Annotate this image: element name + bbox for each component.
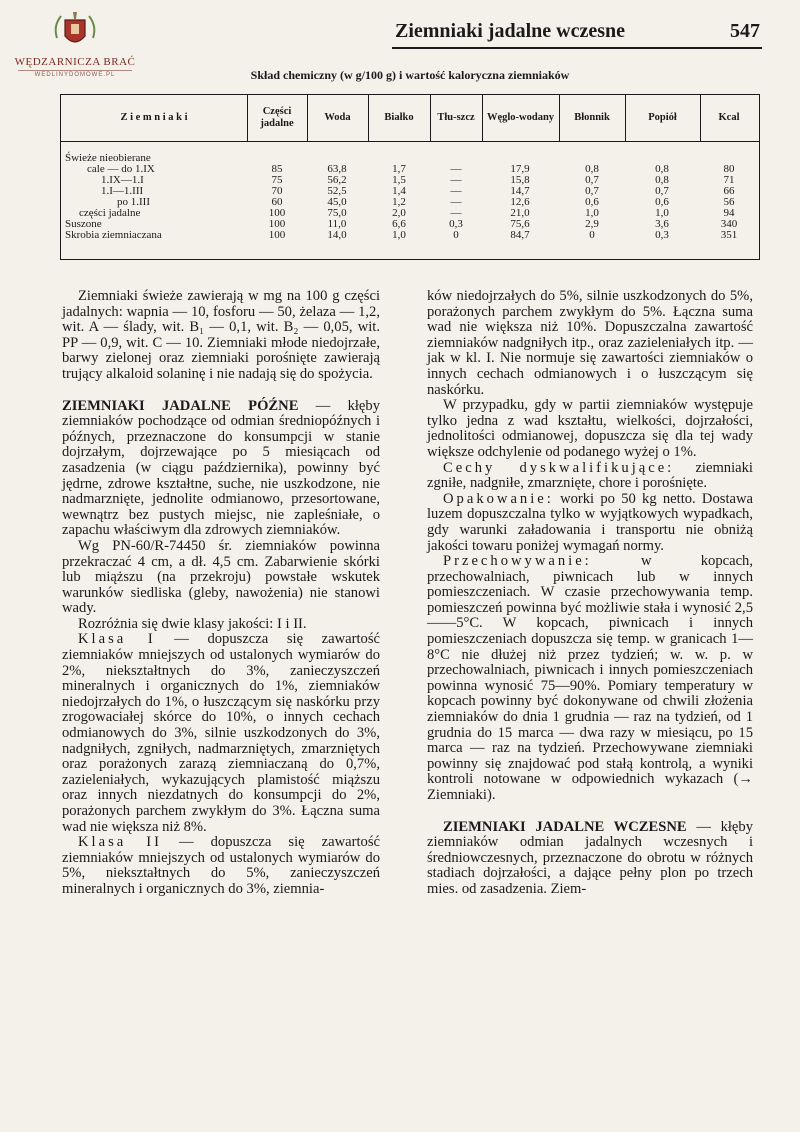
- table-cell: 351: [720, 229, 738, 241]
- table-cell: 3,6: [655, 218, 669, 230]
- paragraph-standard: Wg PN-60/R-74450 śr. ziemniaków powinna przekraczać 4 cm, a dł. 4,5 cm. Zabarwienie skórki lub miąższu (na przekroju) powstałe wskutek warunków siedliska (gleby, nawożenia) nie stanowi wady.: [62, 537, 380, 617]
- paragraph-storage: Przechowywanie: w kopcach, przechowalniach, piwnicach lub w innych pomieszczeniach. W czasie przechowywania temp. pomieszczeń powinna być możliwie stała i wynosić 2,5——5°C. W kopcach, piwnicach i innych pomieszczeniach dopuszcza się temp. w granicach 1—8°C nie dłużej niż przez tydzień; w. w. p. w przechowalniach, piwnicach i innych pomieszczeniach powinna wynosić 75—90%. Pomiary temperatury w kopcach powinny być dokonywane od chwili złożenia ziemniaków do dnia 1 grudnia — raz na tydzień, od 1 grudnia do 15 marca — dwa razy w miesiącu, po 15 marca — raz na tydzień. Przechowywane ziemniaki powinny się znajdować pod stałą kontrolą, a wyniki kontroli notowane w odpowiednich wykazach (→ Ziemniaki).: [427, 553, 753, 803]
- table-cell: 100: [268, 218, 286, 230]
- table-cell: 45,0: [327, 196, 347, 208]
- heading-early-potatoes: ZIEMNIAKI JADALNE WCZESNE: [443, 818, 687, 835]
- label-packaging: Opakowanie:: [443, 490, 554, 507]
- col-header-tluszcz: Tłu-szcz: [437, 112, 475, 123]
- row-label: Suszone: [65, 218, 102, 230]
- table-cell: 14,7: [510, 185, 530, 197]
- table-cell: 0,8: [655, 174, 669, 186]
- row-label: 1.IX—1.I: [101, 174, 144, 186]
- header-rule: [392, 47, 762, 49]
- table-row: [61, 219, 759, 229]
- composition-table: [60, 94, 760, 260]
- table-row: [61, 230, 759, 240]
- table-header-rule: [61, 141, 759, 142]
- table-cell: 1,5: [392, 174, 406, 186]
- table-cell: —: [450, 163, 462, 175]
- brand-site: WEDLINYDOMOWE.PL: [18, 70, 132, 78]
- table-cell: 0,3: [449, 218, 463, 230]
- table-cell: 2,0: [392, 207, 406, 219]
- table-cell: 11,0: [327, 218, 347, 230]
- col-header-ziemniaki: Z i e m n i a k i: [120, 112, 188, 123]
- table-row: [61, 175, 759, 185]
- col-header-popiol: Popiół: [648, 112, 677, 123]
- table-cell: 80: [723, 163, 735, 175]
- table-cell: 0: [589, 229, 595, 241]
- table-cell: 1,7: [392, 163, 406, 175]
- table-cell: 85: [271, 163, 283, 175]
- label-class-two: Klasa II: [78, 834, 162, 851]
- table-cell: 75,6: [510, 218, 530, 230]
- col-header-czesci: Części jadalne: [260, 106, 294, 129]
- table-row: [61, 197, 759, 207]
- col-header-kcal: Kcal: [718, 112, 740, 123]
- table-cell: —: [450, 207, 462, 219]
- paragraph-class-two-cont: ków niedojrzałych do 5%, silnie uszkodzonych do 5%, porażonych parchem zwykłym do 5%. Łączna suma wad nie większa niż 10%. Dopuszczalna zawartość ziemniaków nadgniłych itp., oraz zazieleniałych itp. — jak w kl. I. Nie normuje się zawartości ziemniaków o innych cechach odmianowych i o łuszczącym się naskórku.: [427, 288, 753, 398]
- table-cell: 1,2: [392, 196, 406, 208]
- table-cell: 12,6: [510, 196, 530, 208]
- row-label: po 1.III: [117, 196, 150, 208]
- table-cell: 0,8: [585, 163, 599, 175]
- table-cell: 56,2: [327, 174, 347, 186]
- table-cell: 14,0: [327, 229, 347, 241]
- row-label: cale — do 1.IX: [87, 163, 155, 175]
- table-row: [61, 153, 759, 163]
- table-cell: —: [450, 196, 462, 208]
- table-cell: 71: [723, 174, 735, 186]
- table-caption: Skład chemiczny (w g/100 g) i wartość kaloryczna ziemniaków: [250, 68, 570, 82]
- table-cell: 0,7: [655, 185, 669, 197]
- label-class-one: Klasa I: [78, 631, 156, 648]
- row-label: części jadalne: [79, 207, 141, 219]
- col-header-blonnik: Błonnik: [574, 112, 610, 123]
- row-label: 1.I—1.III: [101, 185, 144, 197]
- table-cell: —: [450, 174, 462, 186]
- table-cell: 1,0: [392, 229, 406, 241]
- entry-early-potatoes: ZIEMNIAKI JADALNE WCZESNE — kłęby ziemniaków odmian jadalnych wczesnych i średniowczesnych, przeznaczone do obrotu w różnych stadiach dojrzałości, a dające pełny plon po trzech mies. od zasadzenia. Ziem-: [427, 818, 753, 897]
- table-cell: 0,7: [585, 174, 599, 186]
- right-column: [427, 289, 753, 898]
- label-disqualifying: Cechy dyskwalifikujące:: [443, 459, 675, 476]
- entry-late-potatoes: ZIEMNIAKI JADALNE PÓŹNE — kłęby ziemniaków pochodzące od odmian średniopóźnych i późnych, przeznaczone do konsumpcji w stanie dojrzałym, dojrzewające po 5 miesiącach od zasadzenia (w ciągu października), powinny być jędrne, zdrowe kształtne, suche, nie uszkodzone, nie nadmarznięte, jednolite odmianowo, przesortowane, wewnątrz bez pustych miejsc, nie zapleśniałe, o zapachu właściwym dla zdrowych ziemniaków.: [62, 397, 380, 539]
- table-cell: 84,7: [510, 229, 530, 241]
- publisher-logo: [0, 8, 150, 78]
- table-cell: 2,9: [585, 218, 599, 230]
- paragraph-tolerance: W przypadku, gdy w partii ziemniaków występuje tylko jedna z wad kształtu, wielkości, dojrzałości, jednolitości odmianowej, dopuszcza się dla tej wady większe odchylenie od podanego wyżej o 1%.: [427, 397, 753, 460]
- running-head: Ziemniaki jadalne wczesne: [395, 20, 625, 42]
- table-cell: 0,8: [655, 163, 669, 175]
- col-header-bialko: Białko: [384, 112, 414, 123]
- table-cell: 75: [271, 174, 283, 186]
- table-cell: —: [450, 185, 462, 197]
- paragraph-disqualifying: Cechy dyskwalifikujące: ziemniaki zgniłe, nadgniłe, zmarznięte, chore i porośnięte.: [427, 459, 753, 492]
- table-cell: 100: [268, 207, 286, 219]
- paragraph-classes: Rozróżnia się dwie klasy jakości: I i II.: [78, 615, 307, 632]
- table-row: [61, 164, 759, 174]
- table-cell: 60: [271, 196, 283, 208]
- table-cell: 17,9: [510, 163, 530, 175]
- paragraph-class-two: Klasa II — dopuszcza się zawartość ziemniaków mniejszych od ustalonych wymiarów do 5%, niekształtnych do 5%, zanieczyszczeń mineralnych i organicznych do 3%, ziemnia-: [62, 834, 380, 897]
- paragraph-nutrients: Ziemniaki świeże zawierają w mg na 100 g części jadalnych: wapnia — 10, fosforu — 50, żelaza — 1,2, wit. A — ślady, wit. B₁ — 0,1, wit. B₂ — 0,05, wit. PP — 0,9, wit. C — 10. Ziemniaki młode niedojrzałe, barwy zielonej oraz ziemniaki porośnięte zawierają trujący alkaloid solaninę i nie nadają się do spożycia.: [62, 288, 380, 382]
- left-column: [62, 289, 380, 898]
- heading-late-potatoes: ZIEMNIAKI JADALNE PÓŹNE: [62, 397, 299, 414]
- paragraph-class-one: Klasa I — dopuszcza się zawartość ziemniaków mniejszych od ustalonych wymiarów do 2%, niekształtnych do 3%, zanieczyszczeń mineralnych i organicznych do 1%, ziemniaków niedojrzałych do 1%, o łuszczącym się naskórku przy zrogowaciałej skórce do 10%, o innych cechach odmianowych do 3%, silnie uszkodzonych do 3%, nadgniłych, zgniłych, nadmarzniętych, zmarzniętych oraz porażonych zarazą ziemniaczaną do 0,7%, zazieleniałych, wykazujących plamistość miąższu oraz innych niezdatnych do konsumpcji do 2%, porażonych parchem zwykłym do 3%. Łączna suma wad nie większa niż 8%.: [62, 631, 380, 835]
- table-cell: 56: [723, 196, 735, 208]
- row-label: Skrobia ziemniaczana: [65, 229, 162, 241]
- table-cell: 15,8: [510, 174, 530, 186]
- table-cell: 0,6: [655, 196, 669, 208]
- table-cell: 66: [723, 185, 735, 197]
- row-label: Świeże nieobierane: [65, 152, 151, 164]
- page-number: 547: [730, 20, 760, 42]
- brand-name: WĘDZARNICZA BRAĆ: [14, 56, 136, 68]
- table-cell: 21,0: [510, 207, 530, 219]
- table-cell: 1,4: [392, 185, 406, 197]
- label-storage: Przechowywanie:: [443, 553, 592, 570]
- table-cell: 63,8: [327, 163, 347, 175]
- table-cell: 0,3: [655, 229, 669, 241]
- table-cell: 1,0: [585, 207, 599, 219]
- table-cell: 75,0: [327, 207, 347, 219]
- table-cell: 340: [720, 218, 738, 230]
- col-header-weglowodany: Węglo-wodany: [486, 112, 555, 123]
- table-cell: 100: [268, 229, 286, 241]
- table-cell: 94: [723, 207, 735, 219]
- table-cell: 0: [453, 229, 459, 241]
- table-cell: 70: [271, 185, 283, 197]
- paragraph-packaging: Opakowanie: worki po 50 kg netto. Dostawa luzem dopuszczalna tylko w wyjątkowych wypadkach, gdy warunki załadowania i transportu nie obniżą jakości towaru poniżej wymagań normy.: [427, 490, 753, 554]
- crest-icon: [51, 8, 99, 54]
- table-row: [61, 186, 759, 196]
- table-cell: 0,7: [585, 185, 599, 197]
- table-cell: 1,0: [655, 207, 669, 219]
- col-header-woda: Woda: [324, 112, 351, 123]
- table-row: [61, 208, 759, 218]
- table-cell: 0,6: [585, 196, 599, 208]
- table-cell: 52,5: [327, 185, 347, 197]
- table-cell: 6,6: [392, 218, 406, 230]
